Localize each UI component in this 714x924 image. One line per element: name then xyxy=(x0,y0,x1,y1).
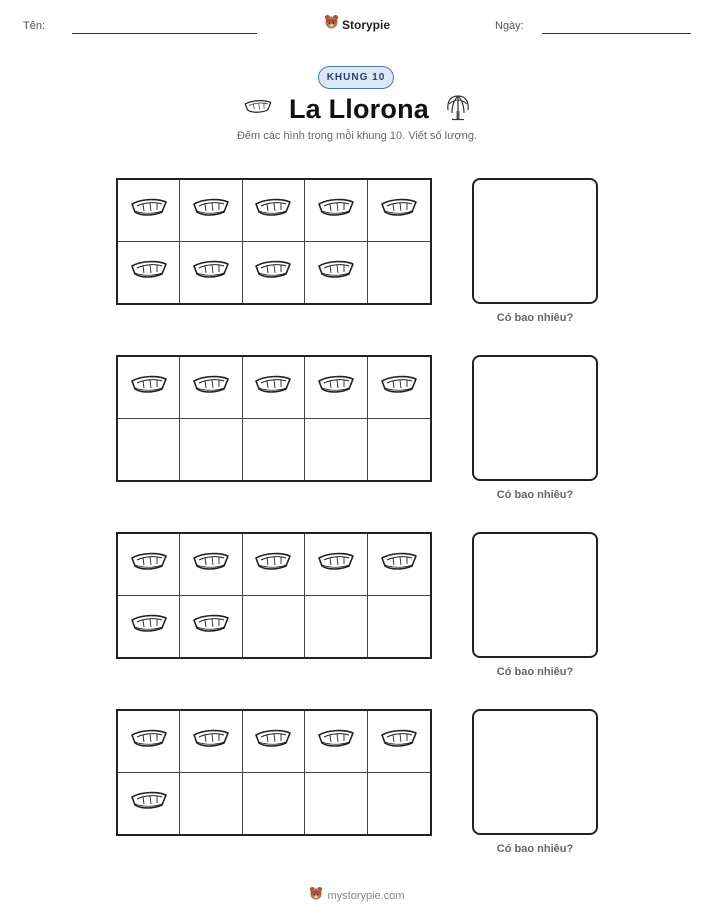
ten-frame-cell xyxy=(118,534,180,596)
boat-icon xyxy=(129,258,169,287)
boat-icon xyxy=(191,373,231,402)
boat-icon xyxy=(191,612,231,641)
ten-frame-cell xyxy=(243,534,305,596)
boat-icon xyxy=(379,550,419,579)
boat-icon xyxy=(316,727,356,756)
boat-icon xyxy=(191,550,231,579)
date-label: Ngày: xyxy=(495,20,524,32)
boat-icon xyxy=(253,550,293,579)
boat-icon xyxy=(316,373,356,402)
ten-frame-cell xyxy=(118,242,180,304)
answer-box-1[interactable] xyxy=(472,178,598,304)
ten-frame-cell xyxy=(368,534,430,596)
ten-frame-cell xyxy=(305,357,367,419)
ten-frame-cell xyxy=(180,596,242,658)
boat-icon xyxy=(316,550,356,579)
ten-frame-cell xyxy=(243,419,305,481)
ten-frame-cell xyxy=(243,596,305,658)
ten-frame-cell xyxy=(180,711,242,773)
boat-icon xyxy=(253,196,293,225)
boat-icon xyxy=(253,727,293,756)
ten-frame-cell xyxy=(243,773,305,835)
ten-frame-cell xyxy=(243,711,305,773)
answer-label: Có bao nhiêu? xyxy=(496,843,574,855)
answer-box-2[interactable] xyxy=(472,355,598,481)
ten-frame-cell xyxy=(180,419,242,481)
ten-frame-cell xyxy=(368,773,430,835)
boat-icon xyxy=(129,373,169,402)
boat-icon xyxy=(129,789,169,818)
ten-frame-4 xyxy=(116,709,432,836)
boat-icon xyxy=(129,612,169,641)
boat-icon xyxy=(129,727,169,756)
ten-frame-cell xyxy=(368,711,430,773)
ten-frame-cell xyxy=(305,773,367,835)
brand-name: Storypie xyxy=(341,17,390,32)
answer-box-4[interactable] xyxy=(472,709,598,835)
answer-label: Có bao nhiêu? xyxy=(496,312,574,324)
ten-frame-cell xyxy=(305,711,367,773)
ten-frame-cell xyxy=(180,180,242,242)
name-label: Tên: xyxy=(23,20,46,32)
answer-label: Có bao nhiêu? xyxy=(496,489,574,501)
boat-icon xyxy=(129,550,169,579)
boat-icon xyxy=(379,373,419,402)
boat-icon xyxy=(243,98,273,121)
answer-label: Có bao nhiêu? xyxy=(496,666,574,678)
ten-frame-cell xyxy=(118,419,180,481)
ten-frame-cell xyxy=(305,242,367,304)
ten-frame-cell xyxy=(368,180,430,242)
ten-frame-cell xyxy=(305,180,367,242)
worksheet-type-badge: KHUNG 10 xyxy=(318,66,394,89)
ten-frame-cell xyxy=(243,242,305,304)
ten-frame-cell xyxy=(368,242,430,304)
ten-frame-cell xyxy=(368,596,430,658)
ten-frame-cell xyxy=(305,596,367,658)
bear-mascot-icon xyxy=(324,14,339,35)
footer xyxy=(0,886,714,906)
boat-icon xyxy=(316,196,356,225)
boat-icon xyxy=(253,258,293,287)
footer-url[interactable]: mystorypie.com xyxy=(327,890,405,902)
ten-frame-cell xyxy=(118,357,180,419)
boat-icon xyxy=(129,196,169,225)
ten-frame-cell xyxy=(180,773,242,835)
boat-icon xyxy=(379,196,419,225)
ten-frame-cell xyxy=(118,773,180,835)
ten-frame-cell xyxy=(243,357,305,419)
boat-icon xyxy=(379,727,419,756)
instructions: Đếm các hình trong mỗi khung 10. Viết số lượng. xyxy=(236,130,477,142)
willow-tree-icon xyxy=(445,92,471,127)
ten-frame-cell xyxy=(180,534,242,596)
ten-frame-cell xyxy=(368,419,430,481)
boat-icon xyxy=(191,196,231,225)
ten-frame-2 xyxy=(116,355,432,482)
answer-box-3[interactable] xyxy=(472,532,598,658)
ten-frame-cell xyxy=(180,242,242,304)
ten-frame-cell xyxy=(243,180,305,242)
brand-logo xyxy=(0,14,714,35)
boat-icon xyxy=(191,727,231,756)
ten-frame-cell xyxy=(305,419,367,481)
boat-icon xyxy=(316,258,356,287)
ten-frame-3 xyxy=(116,532,432,659)
bear-mascot-icon xyxy=(309,886,323,906)
date-line[interactable] xyxy=(542,33,691,34)
ten-frame-cell xyxy=(368,357,430,419)
boat-icon xyxy=(253,373,293,402)
ten-frame-1 xyxy=(116,178,432,305)
boat-icon xyxy=(191,258,231,287)
ten-frame-cell xyxy=(118,596,180,658)
ten-frame-cell xyxy=(118,180,180,242)
ten-frame-cell xyxy=(118,711,180,773)
ten-frame-cell xyxy=(305,534,367,596)
page-title: La Llorona xyxy=(288,94,429,124)
title-row xyxy=(0,92,714,127)
ten-frame-cell xyxy=(180,357,242,419)
